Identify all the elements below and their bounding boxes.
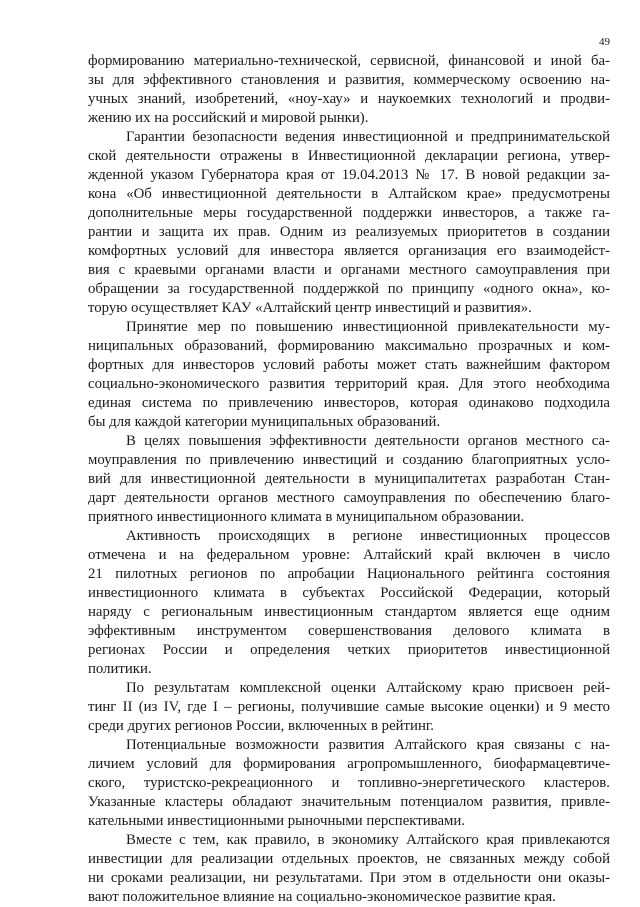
text-line: дарт деятельности органов местного самоуправления по обеспечению благо- bbox=[88, 490, 610, 506]
text-line: единая система по привлечению инвесторов, которая одинаково подходила bbox=[88, 395, 610, 411]
text-line: вия с краевыми органами власти и органами местного самоуправления при bbox=[88, 262, 610, 278]
text-line: ниципальных образований, формированию максимально прозрачных и ком- bbox=[88, 338, 610, 354]
text-line: кательными инвестиционными рыночными перспективами. bbox=[88, 813, 465, 829]
text-line: Потенциальные возможности развития Алтайского края связаны с на- bbox=[126, 737, 610, 753]
text-line: формированию материально-технической, сервисной, финансовой и иной ба- bbox=[88, 53, 610, 69]
text-line: социально-экономического развития территорий края. Для этого необходима bbox=[88, 376, 610, 392]
paragraph bbox=[88, 679, 610, 736]
text-line: тинг II (из IV, где I – регионы, получившие самые высокие оценки) и 9 место bbox=[88, 699, 610, 715]
paragraph bbox=[88, 831, 610, 907]
text-line: учных знаний, изобретений, «ноу-хау» и наукоемких технологий и продви- bbox=[88, 91, 610, 107]
text-line: рантии и защита их прав. Одним из реализуемых приоритетов в создании bbox=[88, 224, 610, 240]
text-line: регионах России и определения четких приоритетов инвестиционной bbox=[88, 642, 610, 658]
text-line: По результатам комплексной оценки Алтайскому краю присвоен рей- bbox=[126, 680, 610, 696]
text-line: приятного инвестиционного климата в муниципальном образовании. bbox=[88, 509, 525, 525]
text-line: среди других регионов России, включенных в рейтинг. bbox=[88, 718, 434, 734]
paragraph bbox=[88, 52, 610, 128]
text-line: зы для эффективного становления и развития, коммерческому освоению на- bbox=[88, 72, 610, 88]
paragraph bbox=[88, 432, 610, 527]
text-line: фортных для инвесторов условий работы может стать важнейшим фактором bbox=[88, 357, 610, 373]
text-line: жденной указом Губернатора края от 19.04.2013 № 17. В новой редакции за- bbox=[88, 167, 610, 183]
text-line: бы для каждой категории муниципальных образований. bbox=[88, 414, 441, 430]
paragraph bbox=[88, 736, 610, 831]
text-line: моуправления по привлечению инвестиций и созданию благоприятных усло- bbox=[88, 452, 610, 468]
text-line: эффективным инструментом совершенствования делового климата в bbox=[88, 623, 610, 639]
text-line: ского, туристско-рекреационного и топливно-энергетического кластеров. bbox=[88, 775, 610, 791]
text-line: комфортных условий для инвестора является организация его взаимодейст- bbox=[88, 243, 610, 259]
text-line: В целях повышения эффективности деятельности органов местного са- bbox=[126, 433, 610, 449]
page-number: 49 bbox=[599, 36, 610, 48]
text-line: ни сроками реализации, ни результатами. При этом в отдельности они оказы- bbox=[88, 870, 610, 886]
text-line: вают положительное влияние на социально-экономическое развитие края. bbox=[88, 889, 556, 905]
text-line: обращении за государственной поддержкой по принципу «одного окна», ко- bbox=[88, 281, 610, 297]
paragraph bbox=[88, 318, 610, 432]
text-line: Активность происходящих в регионе инвестиционных процессов bbox=[126, 528, 610, 544]
text-line: Вместе с тем, как правило, в экономику Алтайского края привлекаются bbox=[126, 832, 610, 848]
paragraph bbox=[88, 128, 610, 318]
paragraph bbox=[88, 527, 610, 679]
text-line: личием условий для формирования агропромышленного, биофармацевтиче- bbox=[88, 756, 610, 772]
text-line: инвестиционного климата в субъектах Российской Федерации, который bbox=[88, 585, 610, 601]
text-line: торую осуществляет КАУ «Алтайский центр инвестиций и развития». bbox=[88, 300, 532, 316]
text-line: Принятие мер по повышению инвестиционной привлекательности му- bbox=[126, 319, 610, 335]
document-body bbox=[88, 52, 610, 907]
text-line: отмечена и на федеральном уровне: Алтайский край включен в число bbox=[88, 547, 610, 563]
text-line: Гарантии безопасности ведения инвестиционной и предпринимательской bbox=[126, 129, 610, 145]
text-line: вий для инвестиционной деятельности в муниципалитетах разработан Стан- bbox=[88, 471, 610, 487]
text-line: Указанные кластеры обладают значительным потенциалом развития, привле- bbox=[88, 794, 610, 810]
text-line: инвестиции для реализации отдельных проектов, не связанных между собой bbox=[88, 851, 610, 867]
text-line: 21 пилотных регионов по апробации Национального рейтинга состояния bbox=[88, 566, 610, 582]
text-line: жению их на российский и мировой рынки). bbox=[88, 110, 369, 126]
text-line: дополнительные меры государственной поддержки инвесторов, а также га- bbox=[88, 205, 610, 221]
text-line: наряду с региональным инвестиционным стандартом является еще одним bbox=[88, 604, 610, 620]
text-line: политики. bbox=[88, 661, 152, 677]
text-line: ской деятельности отражены в Инвестиционной декларации региона, утвер- bbox=[88, 148, 610, 164]
text-line: кона «Об инвестиционной деятельности в Алтайском крае» предусмотрены bbox=[88, 186, 610, 202]
